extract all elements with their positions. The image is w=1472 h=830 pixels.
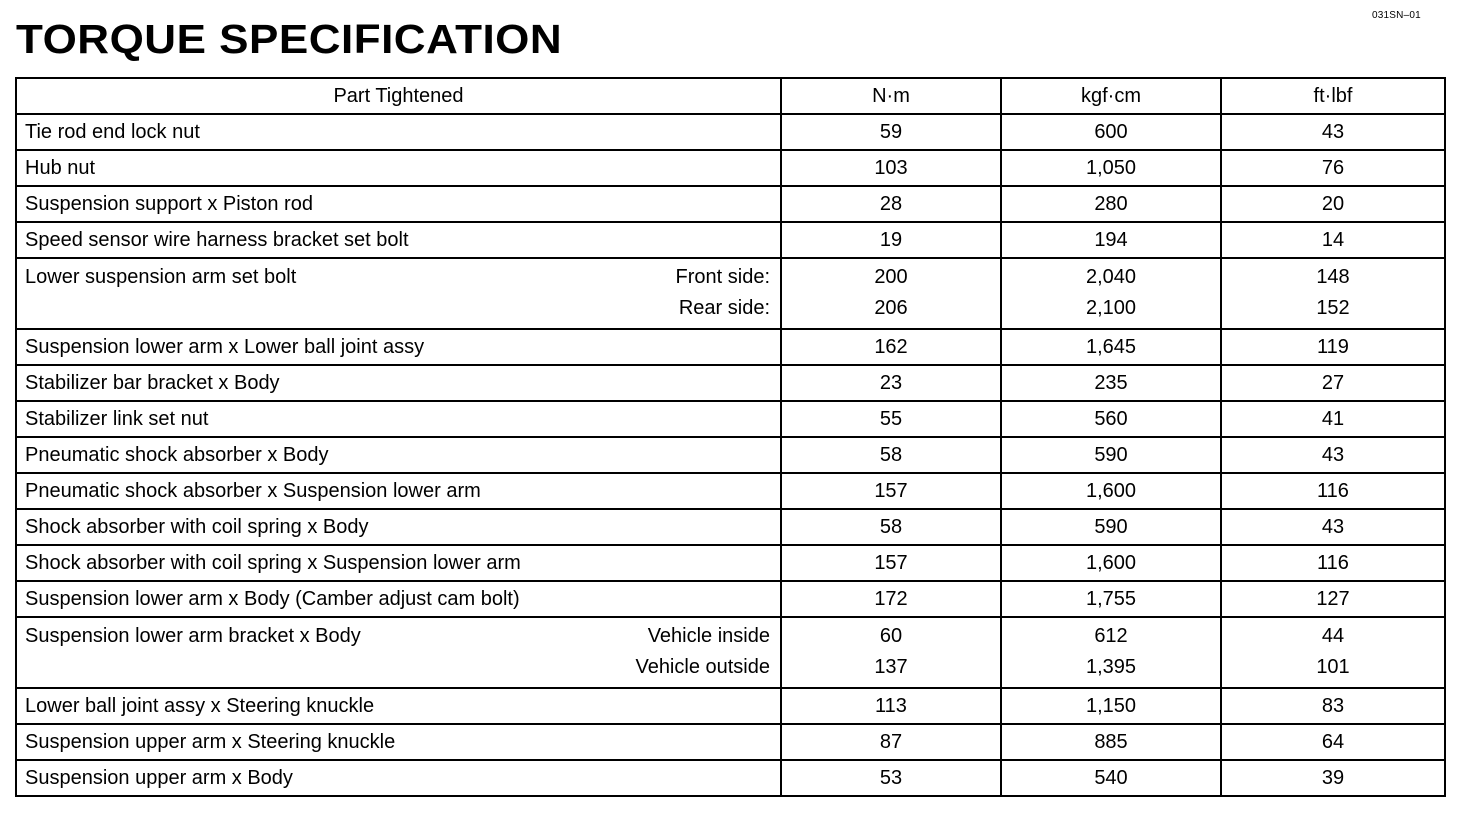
sub-label-vehicle-inside: Vehicle inside	[647, 625, 770, 647]
nm-cell: 157	[781, 545, 1001, 581]
part-sub-labels	[635, 621, 770, 683]
nm-cell: 53	[781, 760, 1001, 796]
ftlbf-cell: 20	[1221, 186, 1445, 222]
kgf-cell: 194	[1001, 222, 1221, 258]
table-row	[16, 509, 1445, 545]
part-sub-labels	[676, 262, 770, 324]
nm-cell	[781, 617, 1001, 688]
nm-cell: 172	[781, 581, 1001, 617]
table-row	[16, 724, 1445, 760]
ftlbf-cell: 14	[1221, 222, 1445, 258]
kgf-cell	[1001, 258, 1221, 329]
table-row	[16, 222, 1445, 258]
kgf-cell: 1,755	[1001, 581, 1221, 617]
ftlbf-value: 148	[1316, 266, 1350, 288]
part-cell: Suspension support x Piston rod	[16, 186, 781, 222]
ftlbf-cell: 27	[1221, 365, 1445, 401]
ftlbf-cell: 43	[1221, 509, 1445, 545]
table-header-row	[16, 78, 1445, 114]
torque-spec-table	[15, 77, 1446, 797]
ftlbf-cell: 116	[1221, 545, 1445, 581]
table-row	[16, 365, 1445, 401]
document-code: 031SN–01	[1372, 10, 1421, 21]
header-kgf-cm: kgf·cm	[1001, 78, 1221, 114]
kgf-cell: 600	[1001, 114, 1221, 150]
part-cell: Stabilizer link set nut	[16, 401, 781, 437]
table-row	[16, 688, 1445, 724]
table-row	[16, 545, 1445, 581]
kgf-cell: 885	[1001, 724, 1221, 760]
table-row	[16, 473, 1445, 509]
kgf-value: 2,040	[1085, 266, 1137, 288]
table-row	[16, 581, 1445, 617]
nm-cell: 58	[781, 509, 1001, 545]
part-cell: Pneumatic shock absorber x Suspension lower arm	[16, 473, 781, 509]
ftlbf-cell	[1221, 258, 1445, 329]
part-cell	[16, 617, 781, 688]
ftlbf-cell: 127	[1221, 581, 1445, 617]
ftlbf-cell: 119	[1221, 329, 1445, 365]
kgf-value: 1,395	[1085, 656, 1137, 678]
nm-cell: 87	[781, 724, 1001, 760]
nm-value: 206	[874, 297, 908, 319]
table-row	[16, 258, 1445, 329]
table-row	[16, 150, 1445, 186]
ftlbf-cell: 64	[1221, 724, 1445, 760]
header-part-tightened: Part Tightened	[16, 78, 781, 114]
nm-cell: 28	[781, 186, 1001, 222]
ftlbf-value: 44	[1321, 625, 1345, 647]
kgf-cell: 590	[1001, 509, 1221, 545]
ftlbf-cell: 116	[1221, 473, 1445, 509]
part-cell: Suspension lower arm x Body (Camber adjust cam bolt)	[16, 581, 781, 617]
nm-cell: 162	[781, 329, 1001, 365]
ftlbf-cell	[1221, 617, 1445, 688]
table-row	[16, 617, 1445, 688]
header-ft-lbf: ft·lbf	[1221, 78, 1445, 114]
nm-value: 137	[874, 656, 908, 678]
part-cell: Speed sensor wire harness bracket set bolt	[16, 222, 781, 258]
table-row	[16, 114, 1445, 150]
part-cell: Shock absorber with coil spring x Suspension lower arm	[16, 545, 781, 581]
kgf-cell: 280	[1001, 186, 1221, 222]
sub-label-rear-side: Rear side:	[678, 297, 770, 319]
table-row	[16, 329, 1445, 365]
part-cell: Hub nut	[16, 150, 781, 186]
table-row	[16, 760, 1445, 796]
part-name: Lower suspension arm set bolt	[25, 266, 297, 288]
kgf-cell: 1,645	[1001, 329, 1221, 365]
kgf-cell: 540	[1001, 760, 1221, 796]
nm-cell: 23	[781, 365, 1001, 401]
kgf-value: 2,100	[1085, 297, 1137, 319]
sub-label-vehicle-outside: Vehicle outside	[635, 656, 770, 678]
kgf-value: 612	[1094, 625, 1128, 647]
ftlbf-value: 101	[1316, 656, 1350, 678]
part-cell: Pneumatic shock absorber x Body	[16, 437, 781, 473]
page-title: TORQUE SPECIFICATION	[16, 16, 563, 63]
table-row	[16, 186, 1445, 222]
kgf-cell: 235	[1001, 365, 1221, 401]
ftlbf-cell: 83	[1221, 688, 1445, 724]
part-name: Suspension lower arm bracket x Body	[25, 625, 361, 647]
ftlbf-cell: 39	[1221, 760, 1445, 796]
ftlbf-cell: 43	[1221, 114, 1445, 150]
ftlbf-cell: 41	[1221, 401, 1445, 437]
nm-cell: 59	[781, 114, 1001, 150]
nm-cell: 19	[781, 222, 1001, 258]
nm-cell: 113	[781, 688, 1001, 724]
table-row	[16, 437, 1445, 473]
nm-cell: 103	[781, 150, 1001, 186]
sub-label-front-side: Front side:	[675, 266, 770, 288]
nm-cell: 55	[781, 401, 1001, 437]
kgf-cell: 1,150	[1001, 688, 1221, 724]
kgf-cell: 1,600	[1001, 473, 1221, 509]
nm-value: 60	[879, 625, 903, 647]
nm-cell	[781, 258, 1001, 329]
part-cell: Suspension upper arm x Steering knuckle	[16, 724, 781, 760]
part-cell: Suspension lower arm x Lower ball joint assy	[16, 329, 781, 365]
kgf-cell	[1001, 617, 1221, 688]
part-cell: Shock absorber with coil spring x Body	[16, 509, 781, 545]
kgf-cell: 1,050	[1001, 150, 1221, 186]
nm-value: 200	[874, 266, 908, 288]
part-cell: Suspension upper arm x Body	[16, 760, 781, 796]
table-row	[16, 401, 1445, 437]
kgf-cell: 590	[1001, 437, 1221, 473]
kgf-cell: 1,600	[1001, 545, 1221, 581]
part-cell: Tie rod end lock nut	[16, 114, 781, 150]
part-cell	[16, 258, 781, 329]
nm-cell: 58	[781, 437, 1001, 473]
kgf-cell: 560	[1001, 401, 1221, 437]
header-nm: N·m	[781, 78, 1001, 114]
part-cell: Stabilizer bar bracket x Body	[16, 365, 781, 401]
part-cell: Lower ball joint assy x Steering knuckle	[16, 688, 781, 724]
ftlbf-value: 152	[1316, 297, 1350, 319]
nm-cell: 157	[781, 473, 1001, 509]
ftlbf-cell: 43	[1221, 437, 1445, 473]
ftlbf-cell: 76	[1221, 150, 1445, 186]
